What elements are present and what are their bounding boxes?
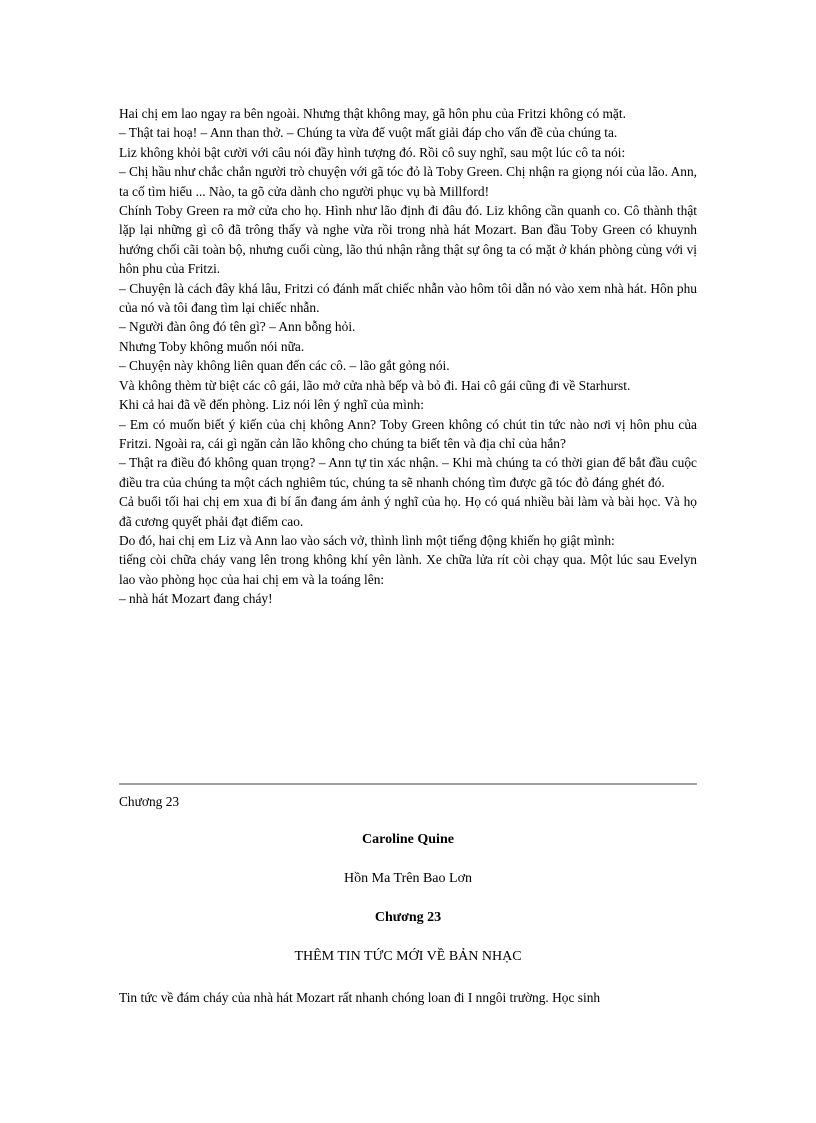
paragraph: – nhà hát Mozart đang cháy! <box>119 591 273 607</box>
paragraph-start: Tin tức về đám cháy của nhà hát Mozart rất nhanh chóng loan đi I nngôi trường. Học sinh <box>119 990 601 1005</box>
author-name: Caroline Quine <box>362 832 454 847</box>
chapter-heading: Chương 23 <box>374 910 442 925</box>
paragraph: – Thật tai hoạ! – Ann than thở. – Chúng ta vừa để vuột mất giải đáp cho vấn đề của chúng ta. <box>119 125 618 141</box>
paragraph: Chính Toby Green ra mở cửa cho họ. Hình như lão định đi đâu đó. Liz không cần quanh co. Cô thành thật lặp lại những gì cô đã trông thấy và nghe vừa rồi trong nhà hát Mozart. Ban đầu Toby Green có khuynh hướng chối cãi toàn bộ, nhưng cuối cùng, lão thú nhận rằng thật sự ông ta có mặt ở khán phòng cùng với vị hôn phu của Fritzi. <box>119 203 697 277</box>
story-text <box>119 104 697 609</box>
paragraph: – Chuyện là cách đây khá lâu, Fritzi có đánh mất chiếc nhẫn vào hôm tôi dẫn nó vào xem nhà hát. Hôn phu của nó và tôi đang tìm lại chiếc nhẫn. <box>119 280 697 316</box>
horizontal-divider <box>119 783 697 785</box>
paragraph: Và không thèm từ biệt các cô gái, lão mở cửa nhà bếp và bỏ đi. Hai cô gái cũng đi về Starhurst. <box>119 377 631 393</box>
paragraph: – Chị hầu như chắc chắn người trò chuyện với gã tóc đỏ là Toby Green. Chị nhận ra giọng nói của lão. Ann, ta cố tìm hiểu ... Nào, ta gõ cửa dành cho người phục vụ bà Millford! <box>119 164 697 199</box>
paragraph: – Người đàn ông đó tên gì? – Ann bỗng hỏi. <box>119 319 356 335</box>
paragraph: tiếng còi chữa cháy vang lên trong không khí yên lành. Xe chữa lửa rít còi chạy qua. Một lúc sau Evelyn lao vào phòng học của hai chị em và la toáng lên: <box>119 552 697 587</box>
paragraph: Hai chị em lao ngay ra bên ngoài. Nhưng thật không may, gã hôn phu của Fritzi không có mặt. <box>119 106 626 121</box>
paragraph: – Em có muốn biết ý kiến của chị không Ann? Toby Green không có chút tin tức nào nơi vị hôn phu của Fritzi. Ngoài ra, cái gì ngăn cản lão không cho chúng ta biết tên và địa chỉ của hắn? <box>119 416 697 451</box>
paragraph: Liz không khỏi bật cười với câu nói đầy hình tượng đó. Rồi cô suy nghĩ, sau một lúc cô ta nói: <box>119 144 626 160</box>
paragraph: Cả buổi tối hai chị em xua đi bí ẩn đang ám ảnh ý nghĩ của họ. Họ có quá nhiều bài làm và bài học. Và họ đã cương quyết phải đạt điểm cao. <box>119 494 697 529</box>
section-title: THÊM TIN TỨC MỚI VỀ BẢN NHẠC <box>294 949 522 964</box>
paragraph: Do đó, hai chị em Liz và Ann lao vào sách vở, thình lình một tiếng động khiến họ giật mình: <box>119 532 615 548</box>
chapter-label: Chương 23 <box>119 794 180 809</box>
paragraph: – Thật ra điều đó không quan trọng? – Ann tự tin xác nhận. – Khi mà chúng ta có thời gian để bắt đầu cuộc điều tra của chúng ta một cách nghiêm túc, chúng ta sẽ nhanh chóng tìm được gã tóc đỏ đáng ghét đó. <box>119 455 697 490</box>
book-title: Hồn Ma Trên Bao Lơn <box>344 871 472 886</box>
paragraph: Nhưng Toby không muốn nói nữa. <box>119 338 305 354</box>
paragraph: Khi cả hai đã về đến phòng. Liz nói lên ý nghĩ của mình: <box>119 397 424 413</box>
paragraph: – Chuyện này không liên quan đến các cô. – lão gắt gỏng nói. <box>119 358 450 374</box>
